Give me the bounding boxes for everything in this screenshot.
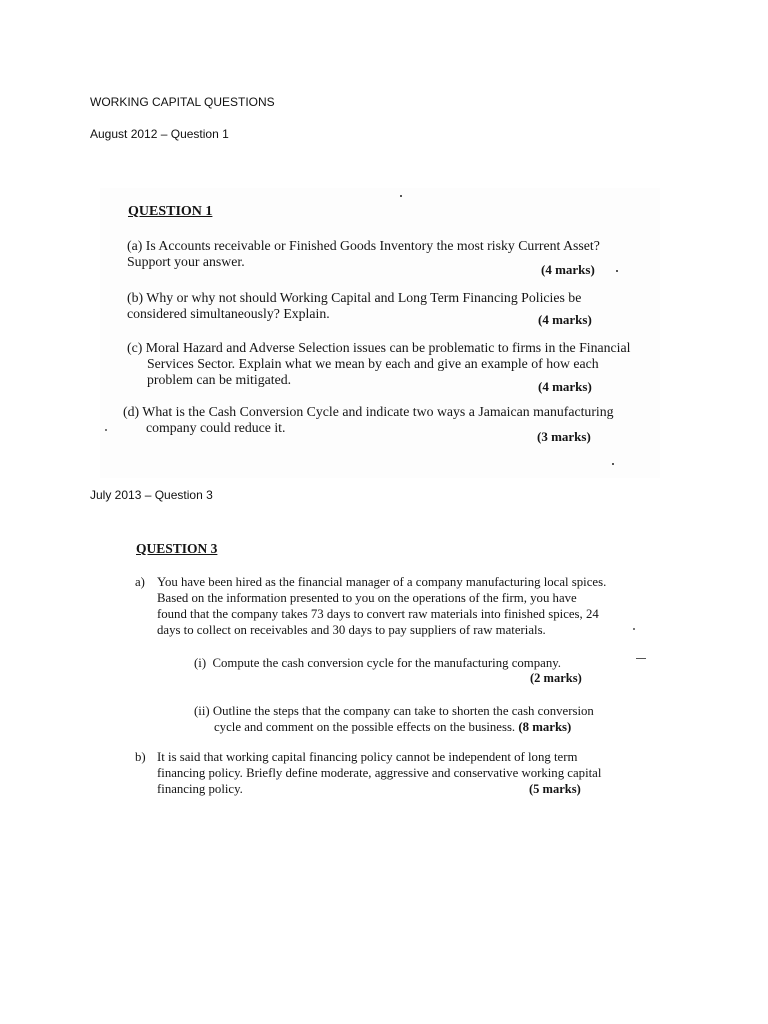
question-1c-line2: Services Sector. Explain what we mean by each and give an example of how each — [147, 356, 599, 371]
question-1c-marks: (4 marks) — [538, 379, 592, 394]
question-3a-i-label: (i) — [194, 656, 207, 670]
question-3a — [135, 574, 635, 638]
question-1c-label: (c) — [127, 340, 143, 355]
question-3b-line1: It is said that working capital financing policy cannot be independent of long term — [157, 750, 578, 764]
question-1a-line1: Is Accounts receivable or Finished Goods Inventory the most risky Current Asset? — [145, 238, 600, 253]
question-1b-line1: Why or why not should Working Capital and Long Term Financing Policies be — [146, 290, 582, 305]
scan-speck — [633, 628, 635, 630]
question-1b-line2: considered simultaneously? Explain. — [127, 306, 330, 321]
question-3a-line4: days to collect on receivables and 30 days to pay suppliers of raw materials. — [157, 623, 546, 637]
source-label-august-2012: August 2012 – Question 1 — [90, 127, 229, 141]
question-1a-marks: (4 marks) — [541, 262, 595, 277]
question-3a-line1: You have been hired as the financial manager of a company manufacturing local spices. — [157, 575, 607, 589]
question-3a-ii-line2: cycle and comment on the possible effects on the business. — [214, 720, 516, 734]
question-1d-line2: company could reduce it. — [146, 420, 286, 435]
document-title: WORKING CAPITAL QUESTIONS — [90, 95, 275, 109]
question-1b-label: (b) — [127, 290, 144, 305]
question-3a-i-line1: Compute the cash conversion cycle for the manufacturing company. — [212, 656, 561, 670]
scan-speck — [400, 195, 402, 197]
question-3a-ii-label: (ii) — [194, 704, 210, 718]
question-3b-line3: financing policy. — [157, 782, 243, 796]
question-1d-marks: (3 marks) — [537, 429, 591, 444]
question-3a-ii — [194, 703, 634, 735]
question-3a-ii-line1: Outline the steps that the company can take to shorten the cash conversion — [212, 704, 594, 718]
question-1c-line3: problem can be mitigated. — [147, 372, 292, 387]
scan-speck — [612, 463, 614, 465]
scan-speck — [105, 429, 107, 431]
question-3b-marks: (5 marks) — [529, 782, 581, 796]
cropped-heading-fragment — [340, 516, 426, 521]
question-3a-i — [194, 655, 614, 671]
question-3b-label: b) — [135, 750, 146, 764]
question-3a-line2: Based on the information presented to you on the operations of the firm, you have — [157, 591, 577, 605]
question-3a-i-marks: (2 marks) — [530, 671, 582, 685]
question-3-title: QUESTION 3 — [136, 541, 218, 556]
question-3a-label: a) — [135, 575, 145, 589]
scan-speck — [636, 658, 646, 659]
question-1a-label: (a) — [127, 238, 143, 253]
scan-speck — [616, 270, 618, 272]
question-3b-line2: financing policy. Briefly define moderate, aggressive and conservative working capital — [157, 766, 602, 780]
question-3a-ii-marks: (8 marks) — [518, 720, 572, 734]
question-1d-label: (d) — [123, 404, 140, 419]
question-1b-marks: (4 marks) — [538, 312, 592, 327]
question-1c-line1: Moral Hazard and Adverse Selection issues can be problematic to firms in the Financial — [145, 340, 631, 355]
question-1-title: QUESTION 1 — [128, 204, 213, 219]
question-3a-line3: found that the company takes 73 days to convert raw materials into finished spices, 24 — [157, 607, 599, 621]
question-1d-line1: What is the Cash Conversion Cycle and indicate two ways a Jamaican manufacturing — [142, 404, 614, 419]
source-label-july-2013: July 2013 – Question 3 — [90, 488, 213, 502]
question-1a-line2: Support your answer. — [127, 254, 245, 269]
